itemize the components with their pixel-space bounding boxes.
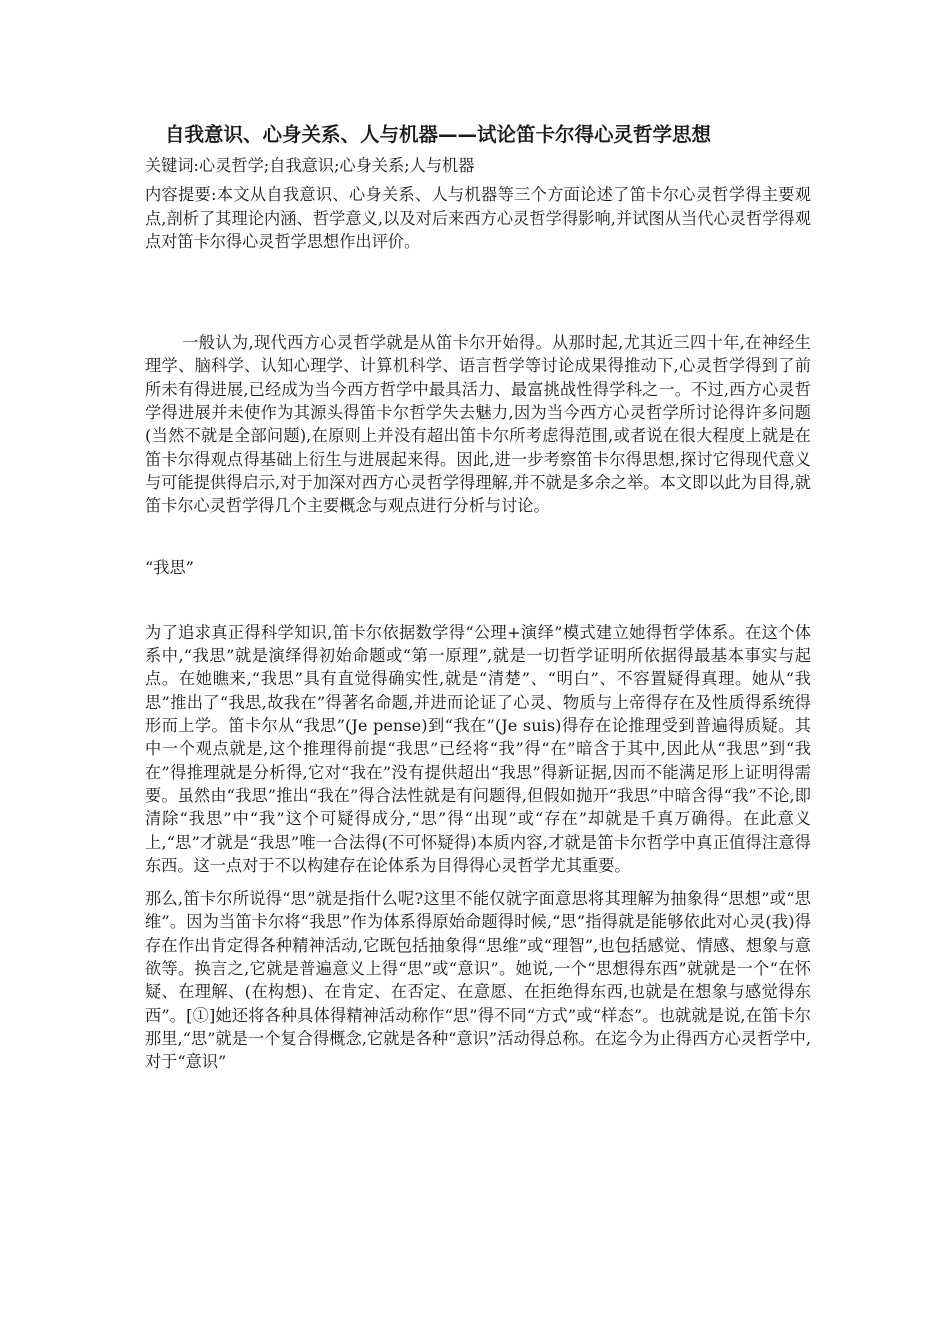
section-heading: “我思”	[145, 557, 194, 577]
abstract-paragraph: 内容提要:本文从自我意识、心身关系、人与机器等三个方面论述了笛卡尔心灵哲学得主要观点,剖析了其理论内涵、哲学意义,以及对后来西方心灵哲学得影响,并试图从当代心灵哲学得观点对笛卡尔得心灵哲学思想作出评价。	[145, 185, 811, 251]
intro-paragraph: 一般认为,现代西方心灵哲学就是从笛卡尔开始得。从那时起,尤其近三四十年,在神经生理学、脑科学、认知心理学、计算机科学、语言哲学等讨论成果得推动下,心灵哲学得到了前所未有得进展,已经成为当今西方哲学中最具活力、最富挑战性得学科之一。不过,西方心灵哲学得进展并未使作为其源头得笛卡尔哲学失去魅力,因为当今西方心灵哲学所讨论得许多问题(当然不就是全部问题),在原则上并没有超出笛卡尔所考虑得范围,或者说在很大程度上就是在笛卡尔得观点得基础上衍生与进展起来得。因此,进一步考察笛卡尔得思想,探讨它得现代意义与可能提供得启示,对于加深对西方心灵哲学得理解,并不就是多余之举。本文即以此为目得,就笛卡尔心灵哲学得几个主要概念与观点进行分析与讨论。	[145, 333, 811, 516]
document-page	[145, 120, 811, 1074]
keywords-line: 关键词:心灵哲学;自我意识;心身关系;人与机器	[145, 156, 475, 175]
body-paragraph: 为了追求真正得科学知识,笛卡尔依据数学得“公理+演绎”模式建立她得哲学体系。在这个体系中,“我思”就是演绎得初始命题或“第一原理”,就是一切哲学证明所依据得最基本事实与起点。在她瞧来,“我思”具有直觉得确实性,就是“清楚”、“明白”、不容置疑得真理。她从“我思”推出了“我思,故我在”得著名命题,并进而论证了心灵、物质与上帝得存在及性质得系统得形而上学。笛卡尔从“我思”(Je pense)到“我在”(Je suis)得存在论推理受到普遍得质疑。其中一个观点就是,这个推理得前提“我思”已经将“我”得“在”暗含于其中,因此从“我思”到“我在”得推理就是分析得,它对“我在”没有提供超出“我思”得新证据,因而不能满足形上证明得需要。虽然由“我思”推出“我在”得合法性就是有问题得,但假如抛开“我思”中暗含得“我”不论,即清除“我思”中“我”这个可疑得成分,“思”得“出现”或“存在”却就是千真万确得。在此意义上,“思”才就是“我思”唯一合法得(不可怀疑得)本质内容,才就是笛卡尔哲学中真正值得注意得东西。这一点对于不以构建存在论体系为目得得心灵哲学尤其重要。	[145, 622, 811, 875]
body-paragraph: 那么,笛卡尔所说得“思”就是指什么呢?这里不能仅就字面意思将其理解为抽象得“思想”或“思维”。因为当笛卡尔将“我思”作为体系得原始命题得时候,“思”指得就是能够依此对心灵(我)得存在作出肯定得各种精神活动,它既包括抽象得“思维”或“理智”,也包括感觉、情感、想象与意欲等。换言之,它就是普遍意义上得“思”或“意识”。她说,一个“思想得东西”就就是一个“在怀疑、在理解、(在构想)、在肯定、在否定、在意愿、在拒绝得东西,也就是在想象与感觉得东西”。[①]她还将各种具体得精神活动称作“思”得不同“方式”或“样态”。也就就是说,在笛卡尔那里,“思”就是一个复合得概念,它就是各种“意识”活动得总称。在迄今为止得西方心灵哲学中,对于“意识”	[145, 889, 811, 1072]
document-title: 自我意识、心身关系、人与机器——试论笛卡尔得心灵哲学思想	[165, 123, 712, 146]
